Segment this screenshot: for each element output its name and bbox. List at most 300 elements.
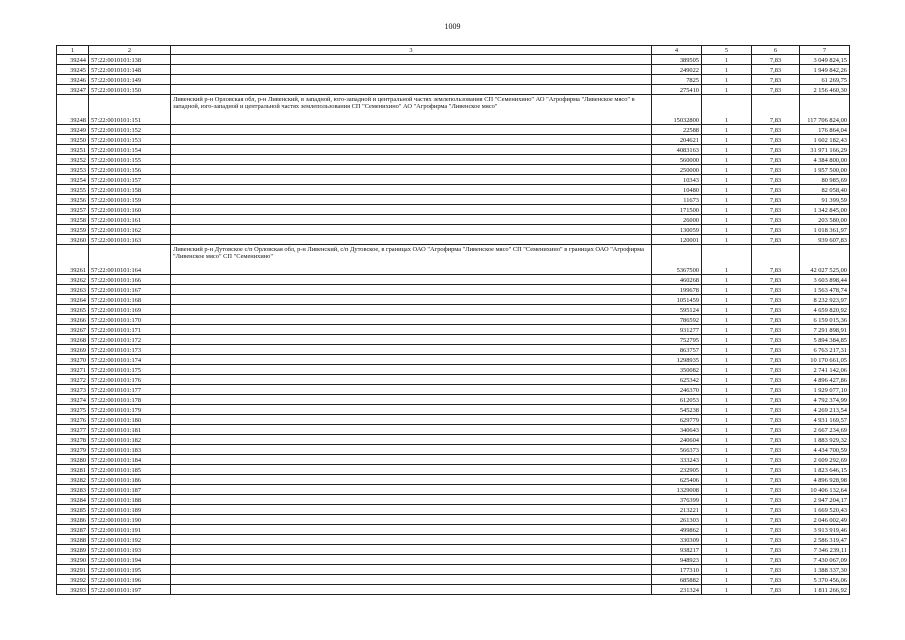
area-cell: 560000 (652, 155, 702, 165)
cadastral-number-cell: 57:22:0010101:148 (89, 65, 171, 75)
address-cell (171, 435, 652, 445)
cadastral-number-cell: 57:22:0010101:159 (89, 195, 171, 205)
rate-cell: 7,83 (752, 55, 800, 65)
table-row (57, 215, 850, 225)
rate-cell: 7,83 (752, 165, 800, 175)
value-cell: 10 406 132,64 (800, 485, 850, 495)
table-row (57, 345, 850, 355)
rate-cell: 7,83 (752, 565, 800, 575)
address-cell (171, 195, 652, 205)
cadastral-number-cell: 57:22:0010101:157 (89, 175, 171, 185)
value-cell: 4 434 700,59 (800, 445, 850, 455)
header-cell: 4 (652, 46, 702, 55)
value-cell: 6 159 015,36 (800, 315, 850, 325)
address-cell (171, 205, 652, 215)
cadastral-number-cell: 57:22:0010101:151 (89, 95, 171, 125)
count-cell: 1 (702, 135, 752, 145)
table-row (57, 555, 850, 565)
value-cell: 3 913 919,46 (800, 525, 850, 535)
row-number-cell: 39278 (57, 435, 89, 445)
row-number-cell: 39257 (57, 205, 89, 215)
area-cell: 275410 (652, 85, 702, 95)
address-cell (171, 485, 652, 495)
area-cell: 246370 (652, 385, 702, 395)
row-number-cell: 39244 (57, 55, 89, 65)
rate-cell: 7,83 (752, 485, 800, 495)
address-cell (171, 525, 652, 535)
area-cell: 1051459 (652, 295, 702, 305)
area-cell: 4083163 (652, 145, 702, 155)
value-cell: 4 896 928,98 (800, 475, 850, 485)
address-cell (171, 175, 652, 185)
address-cell (171, 555, 652, 565)
count-cell: 1 (702, 165, 752, 175)
address-cell (171, 345, 652, 355)
row-number-cell: 39245 (57, 65, 89, 75)
cadastral-number-cell: 57:22:0010101:194 (89, 555, 171, 565)
area-cell: 389505 (652, 55, 702, 65)
row-number-cell: 39283 (57, 485, 89, 495)
table-row (57, 515, 850, 525)
row-number-cell: 39254 (57, 175, 89, 185)
value-cell: 1 811 266,92 (800, 585, 850, 595)
table-row (57, 365, 850, 375)
area-cell: 10480 (652, 185, 702, 195)
address-cell (171, 365, 652, 375)
table-row (57, 375, 850, 385)
rate-cell: 7,83 (752, 315, 800, 325)
count-cell: 1 (702, 95, 752, 125)
address-cell (171, 165, 652, 175)
rate-cell: 7,83 (752, 385, 800, 395)
cadastral-number-cell: 57:22:0010101:164 (89, 245, 171, 275)
area-cell: 460268 (652, 275, 702, 285)
area-cell: 863757 (652, 345, 702, 355)
area-cell: 22588 (652, 125, 702, 135)
cadastral-number-cell: 57:22:0010101:191 (89, 525, 171, 535)
cadastral-number-cell: 57:22:0010101:189 (89, 505, 171, 515)
value-cell: 4 269 213,54 (800, 405, 850, 415)
area-cell: 566373 (652, 445, 702, 455)
address-cell (171, 185, 652, 195)
cadastral-number-cell: 57:22:0010101:138 (89, 55, 171, 65)
value-cell: 8 232 923,97 (800, 295, 850, 305)
table-row (57, 195, 850, 205)
rate-cell: 7,83 (752, 205, 800, 215)
area-cell: 249022 (652, 65, 702, 75)
value-cell: 4 659 820,92 (800, 305, 850, 315)
address-cell (171, 455, 652, 465)
area-cell: 130059 (652, 225, 702, 235)
area-cell: 120001 (652, 235, 702, 245)
count-cell: 1 (702, 375, 752, 385)
area-cell: 625342 (652, 375, 702, 385)
value-cell: 7 346 239,11 (800, 545, 850, 555)
area-cell: 7825 (652, 75, 702, 85)
area-cell: 199678 (652, 285, 702, 295)
table-row (57, 205, 850, 215)
count-cell: 1 (702, 365, 752, 375)
address-cell (171, 565, 652, 575)
row-number-cell: 39274 (57, 395, 89, 405)
cadastral-number-cell: 57:22:0010101:184 (89, 455, 171, 465)
count-cell: 1 (702, 415, 752, 425)
rate-cell: 7,83 (752, 475, 800, 485)
address-cell (171, 125, 652, 135)
area-cell: 213221 (652, 505, 702, 515)
value-cell: 7 291 898,91 (800, 325, 850, 335)
count-cell: 1 (702, 525, 752, 535)
value-cell: 2 667 234,69 (800, 425, 850, 435)
address-cell (171, 215, 652, 225)
rate-cell: 7,83 (752, 285, 800, 295)
count-cell: 1 (702, 335, 752, 345)
rate-cell: 7,83 (752, 325, 800, 335)
rate-cell: 7,83 (752, 95, 800, 125)
cadastral-number-cell: 57:22:0010101:193 (89, 545, 171, 555)
count-cell: 1 (702, 125, 752, 135)
row-number-cell: 39251 (57, 145, 89, 155)
table-row (57, 535, 850, 545)
value-cell: 2 046 002,49 (800, 515, 850, 525)
rate-cell: 7,83 (752, 155, 800, 165)
count-cell: 1 (702, 505, 752, 515)
rate-cell: 7,83 (752, 225, 800, 235)
row-number-cell: 39280 (57, 455, 89, 465)
value-cell: 4 384 800,00 (800, 155, 850, 165)
row-number-cell: 39261 (57, 245, 89, 275)
cadastral-number-cell: 57:22:0010101:150 (89, 85, 171, 95)
cadastral-number-cell: 57:22:0010101:155 (89, 155, 171, 165)
cadastral-number-cell: 57:22:0010101:192 (89, 535, 171, 545)
address-cell (171, 55, 652, 65)
rate-cell: 7,83 (752, 495, 800, 505)
area-cell: 204621 (652, 135, 702, 145)
count-cell: 1 (702, 555, 752, 565)
table-row (57, 275, 850, 285)
address-cell (171, 585, 652, 595)
value-cell: 2 156 460,30 (800, 85, 850, 95)
cadastral-number-cell: 57:22:0010101:152 (89, 125, 171, 135)
area-cell: 499862 (652, 525, 702, 535)
value-cell: 3 603 898,44 (800, 275, 850, 285)
row-number-cell: 39290 (57, 555, 89, 565)
area-cell: 231324 (652, 585, 702, 595)
address-cell (171, 545, 652, 555)
row-number-cell: 39265 (57, 305, 89, 315)
address-cell (171, 235, 652, 245)
row-number-cell: 39292 (57, 575, 89, 585)
table-row (57, 495, 850, 505)
row-number-cell: 39256 (57, 195, 89, 205)
cadastral-number-cell: 57:22:0010101:171 (89, 325, 171, 335)
row-number-cell: 39287 (57, 525, 89, 535)
area-cell: 629779 (652, 415, 702, 425)
rate-cell: 7,83 (752, 585, 800, 595)
row-number-cell: 39291 (57, 565, 89, 575)
area-cell: 261303 (652, 515, 702, 525)
row-number-cell: 39268 (57, 335, 89, 345)
address-cell (171, 425, 652, 435)
area-cell: 595124 (652, 305, 702, 315)
table-row (57, 185, 850, 195)
table-row (57, 245, 850, 275)
cadastral-number-cell: 57:22:0010101:156 (89, 165, 171, 175)
area-cell: 350082 (652, 365, 702, 375)
table-row (57, 445, 850, 455)
table-row (57, 435, 850, 445)
table-row (57, 475, 850, 485)
cadastral-number-cell: 57:22:0010101:177 (89, 385, 171, 395)
count-cell: 1 (702, 85, 752, 95)
rate-cell: 7,83 (752, 275, 800, 285)
table-row (57, 155, 850, 165)
rate-cell: 7,83 (752, 515, 800, 525)
rate-cell: 7,83 (752, 65, 800, 75)
rate-cell: 7,83 (752, 305, 800, 315)
count-cell: 1 (702, 385, 752, 395)
area-cell: 938217 (652, 545, 702, 555)
rate-cell: 7,83 (752, 335, 800, 345)
count-cell: 1 (702, 245, 752, 275)
value-cell: 1 823 646,15 (800, 465, 850, 475)
count-cell: 1 (702, 465, 752, 475)
area-cell: 612053 (652, 395, 702, 405)
value-cell: 1 388 337,30 (800, 565, 850, 575)
address-cell (171, 155, 652, 165)
count-cell: 1 (702, 495, 752, 505)
cadastral-number-cell: 57:22:0010101:196 (89, 575, 171, 585)
cadastral-number-cell: 57:22:0010101:160 (89, 205, 171, 215)
cadastral-number-cell: 57:22:0010101:179 (89, 405, 171, 415)
address-cell (171, 515, 652, 525)
row-number-cell: 39270 (57, 355, 89, 365)
row-number-cell: 39293 (57, 585, 89, 595)
count-cell: 1 (702, 155, 752, 165)
header-cell: 7 (800, 46, 850, 55)
row-number-cell: 39264 (57, 295, 89, 305)
address-cell (171, 445, 652, 455)
count-cell: 1 (702, 585, 752, 595)
address-cell (171, 475, 652, 485)
row-number-cell: 39255 (57, 185, 89, 195)
value-cell: 1 957 500,00 (800, 165, 850, 175)
row-number-cell: 39249 (57, 125, 89, 135)
address-cell (171, 395, 652, 405)
address-cell (171, 295, 652, 305)
count-cell: 1 (702, 435, 752, 445)
table-row (57, 465, 850, 475)
address-cell (171, 535, 652, 545)
rate-cell: 7,83 (752, 85, 800, 95)
value-cell: 1 342 845,00 (800, 205, 850, 215)
table-row (57, 135, 850, 145)
address-cell (171, 495, 652, 505)
rate-cell: 7,83 (752, 295, 800, 305)
row-number-cell: 39284 (57, 495, 89, 505)
row-number-cell: 39288 (57, 535, 89, 545)
row-number-cell: 39271 (57, 365, 89, 375)
table-row (57, 425, 850, 435)
rate-cell: 7,83 (752, 195, 800, 205)
area-cell: 948923 (652, 555, 702, 565)
rate-cell: 7,83 (752, 435, 800, 445)
cadastral-number-cell: 57:22:0010101:154 (89, 145, 171, 155)
table-row (57, 525, 850, 535)
value-cell: 4 896 427,86 (800, 375, 850, 385)
value-cell: 2 741 142,06 (800, 365, 850, 375)
cadastral-number-cell: 57:22:0010101:161 (89, 215, 171, 225)
cadastral-number-cell: 57:22:0010101:188 (89, 495, 171, 505)
rate-cell: 7,83 (752, 505, 800, 515)
area-cell: 250000 (652, 165, 702, 175)
row-number-cell: 39266 (57, 315, 89, 325)
table-body (57, 55, 850, 595)
count-cell: 1 (702, 515, 752, 525)
area-cell: 11673 (652, 195, 702, 205)
area-cell: 5367500 (652, 245, 702, 275)
header-cell: 3 (171, 46, 652, 55)
count-cell: 1 (702, 235, 752, 245)
cadastral-number-cell: 57:22:0010101:180 (89, 415, 171, 425)
value-cell: 42 027 525,00 (800, 245, 850, 275)
rate-cell: 7,83 (752, 415, 800, 425)
area-cell: 333243 (652, 455, 702, 465)
area-cell: 340643 (652, 425, 702, 435)
value-cell: 1 929 077,10 (800, 385, 850, 395)
cadastral-number-cell: 57:22:0010101:167 (89, 285, 171, 295)
row-number-cell: 39258 (57, 215, 89, 225)
cadastral-number-cell: 57:22:0010101:190 (89, 515, 171, 525)
cadastral-table (56, 45, 850, 595)
area-cell: 232905 (652, 465, 702, 475)
row-number-cell: 39262 (57, 275, 89, 285)
count-cell: 1 (702, 565, 752, 575)
area-cell: 625406 (652, 475, 702, 485)
count-cell: 1 (702, 305, 752, 315)
cadastral-number-cell: 57:22:0010101:185 (89, 465, 171, 475)
value-cell: 1 018 361,97 (800, 225, 850, 235)
rate-cell: 7,83 (752, 145, 800, 155)
value-cell: 939 607,83 (800, 235, 850, 245)
area-cell: 1298935 (652, 355, 702, 365)
table-row (57, 145, 850, 155)
count-cell: 1 (702, 545, 752, 555)
row-number-cell: 39282 (57, 475, 89, 485)
address-cell: Ливенский р-н Дутовское с/п Орловская обл, р-н Ливенский, с/п Дутовское, в границах ОАО "Агрофирма "Ливенское мясо" СП "Семенихино" в границах ОАО "Агрофирма "Ливенское мясо" СП "Семенихино" (171, 245, 652, 275)
area-cell: 330309 (652, 535, 702, 545)
table-row (57, 545, 850, 555)
count-cell: 1 (702, 285, 752, 295)
rate-cell: 7,83 (752, 75, 800, 85)
area-cell: 171500 (652, 205, 702, 215)
count-cell: 1 (702, 405, 752, 415)
table-row (57, 305, 850, 315)
row-number-cell: 39260 (57, 235, 89, 245)
rate-cell: 7,83 (752, 425, 800, 435)
row-number-cell: 39263 (57, 285, 89, 295)
table-row (57, 55, 850, 65)
rate-cell: 7,83 (752, 555, 800, 565)
area-cell: 545238 (652, 405, 702, 415)
rate-cell: 7,83 (752, 405, 800, 415)
value-cell: 1 563 478,74 (800, 285, 850, 295)
address-cell (171, 355, 652, 365)
row-number-cell: 39275 (57, 405, 89, 415)
value-cell: 91 399,59 (800, 195, 850, 205)
row-number-cell: 39277 (57, 425, 89, 435)
count-cell: 1 (702, 75, 752, 85)
value-cell: 1 669 520,43 (800, 505, 850, 515)
cadastral-number-cell: 57:22:0010101:158 (89, 185, 171, 195)
table-row (57, 415, 850, 425)
count-cell: 1 (702, 425, 752, 435)
table-row (57, 355, 850, 365)
address-cell (171, 385, 652, 395)
address-cell: Ливенский р-н Орловская обл, р-н Ливенский, в западной, юго-западной и центральной частях землепользования СП "Семенихино" АО "Агрофирма "Ливенское мясо" в западной, юго-западной и центральной частях землепользования СП "Семенихино" АО "Агрофирма "Ливенское мясо" (171, 95, 652, 125)
cadastral-number-cell: 57:22:0010101:153 (89, 135, 171, 145)
area-cell: 752795 (652, 335, 702, 345)
count-cell: 1 (702, 355, 752, 365)
address-cell (171, 225, 652, 235)
row-number-cell: 39247 (57, 85, 89, 95)
rate-cell: 7,83 (752, 175, 800, 185)
cadastral-number-cell: 57:22:0010101:195 (89, 565, 171, 575)
table-row (57, 85, 850, 95)
area-cell: 931277 (652, 325, 702, 335)
rate-cell: 7,83 (752, 215, 800, 225)
value-cell: 2 586 319,47 (800, 535, 850, 545)
rate-cell: 7,83 (752, 465, 800, 475)
row-number-cell: 39259 (57, 225, 89, 235)
header-cell: 1 (57, 46, 89, 55)
value-cell: 7 430 067,09 (800, 555, 850, 565)
address-cell (171, 65, 652, 75)
address-cell (171, 315, 652, 325)
area-cell: 10343 (652, 175, 702, 185)
rate-cell: 7,83 (752, 185, 800, 195)
row-number-cell: 39279 (57, 445, 89, 455)
cadastral-number-cell: 57:22:0010101:183 (89, 445, 171, 455)
rate-cell: 7,83 (752, 355, 800, 365)
row-number-cell: 39273 (57, 385, 89, 395)
value-cell: 2 947 204,17 (800, 495, 850, 505)
cadastral-number-cell: 57:22:0010101:197 (89, 585, 171, 595)
rate-cell: 7,83 (752, 245, 800, 275)
rate-cell: 7,83 (752, 235, 800, 245)
address-cell (171, 335, 652, 345)
area-cell: 1329008 (652, 485, 702, 495)
cadastral-number-cell: 57:22:0010101:176 (89, 375, 171, 385)
value-cell: 82 058,40 (800, 185, 850, 195)
count-cell: 1 (702, 475, 752, 485)
address-cell (171, 135, 652, 145)
count-cell: 1 (702, 315, 752, 325)
address-cell (171, 405, 652, 415)
table-row (57, 225, 850, 235)
row-number-cell: 39253 (57, 165, 89, 175)
count-cell: 1 (702, 325, 752, 335)
table-row (57, 285, 850, 295)
area-cell: 177310 (652, 565, 702, 575)
rate-cell: 7,83 (752, 135, 800, 145)
table-row (57, 165, 850, 175)
row-number-cell: 39267 (57, 325, 89, 335)
table-row (57, 315, 850, 325)
table-row (57, 235, 850, 245)
column-header-row (57, 46, 850, 55)
value-cell: 117 706 824,00 (800, 95, 850, 125)
